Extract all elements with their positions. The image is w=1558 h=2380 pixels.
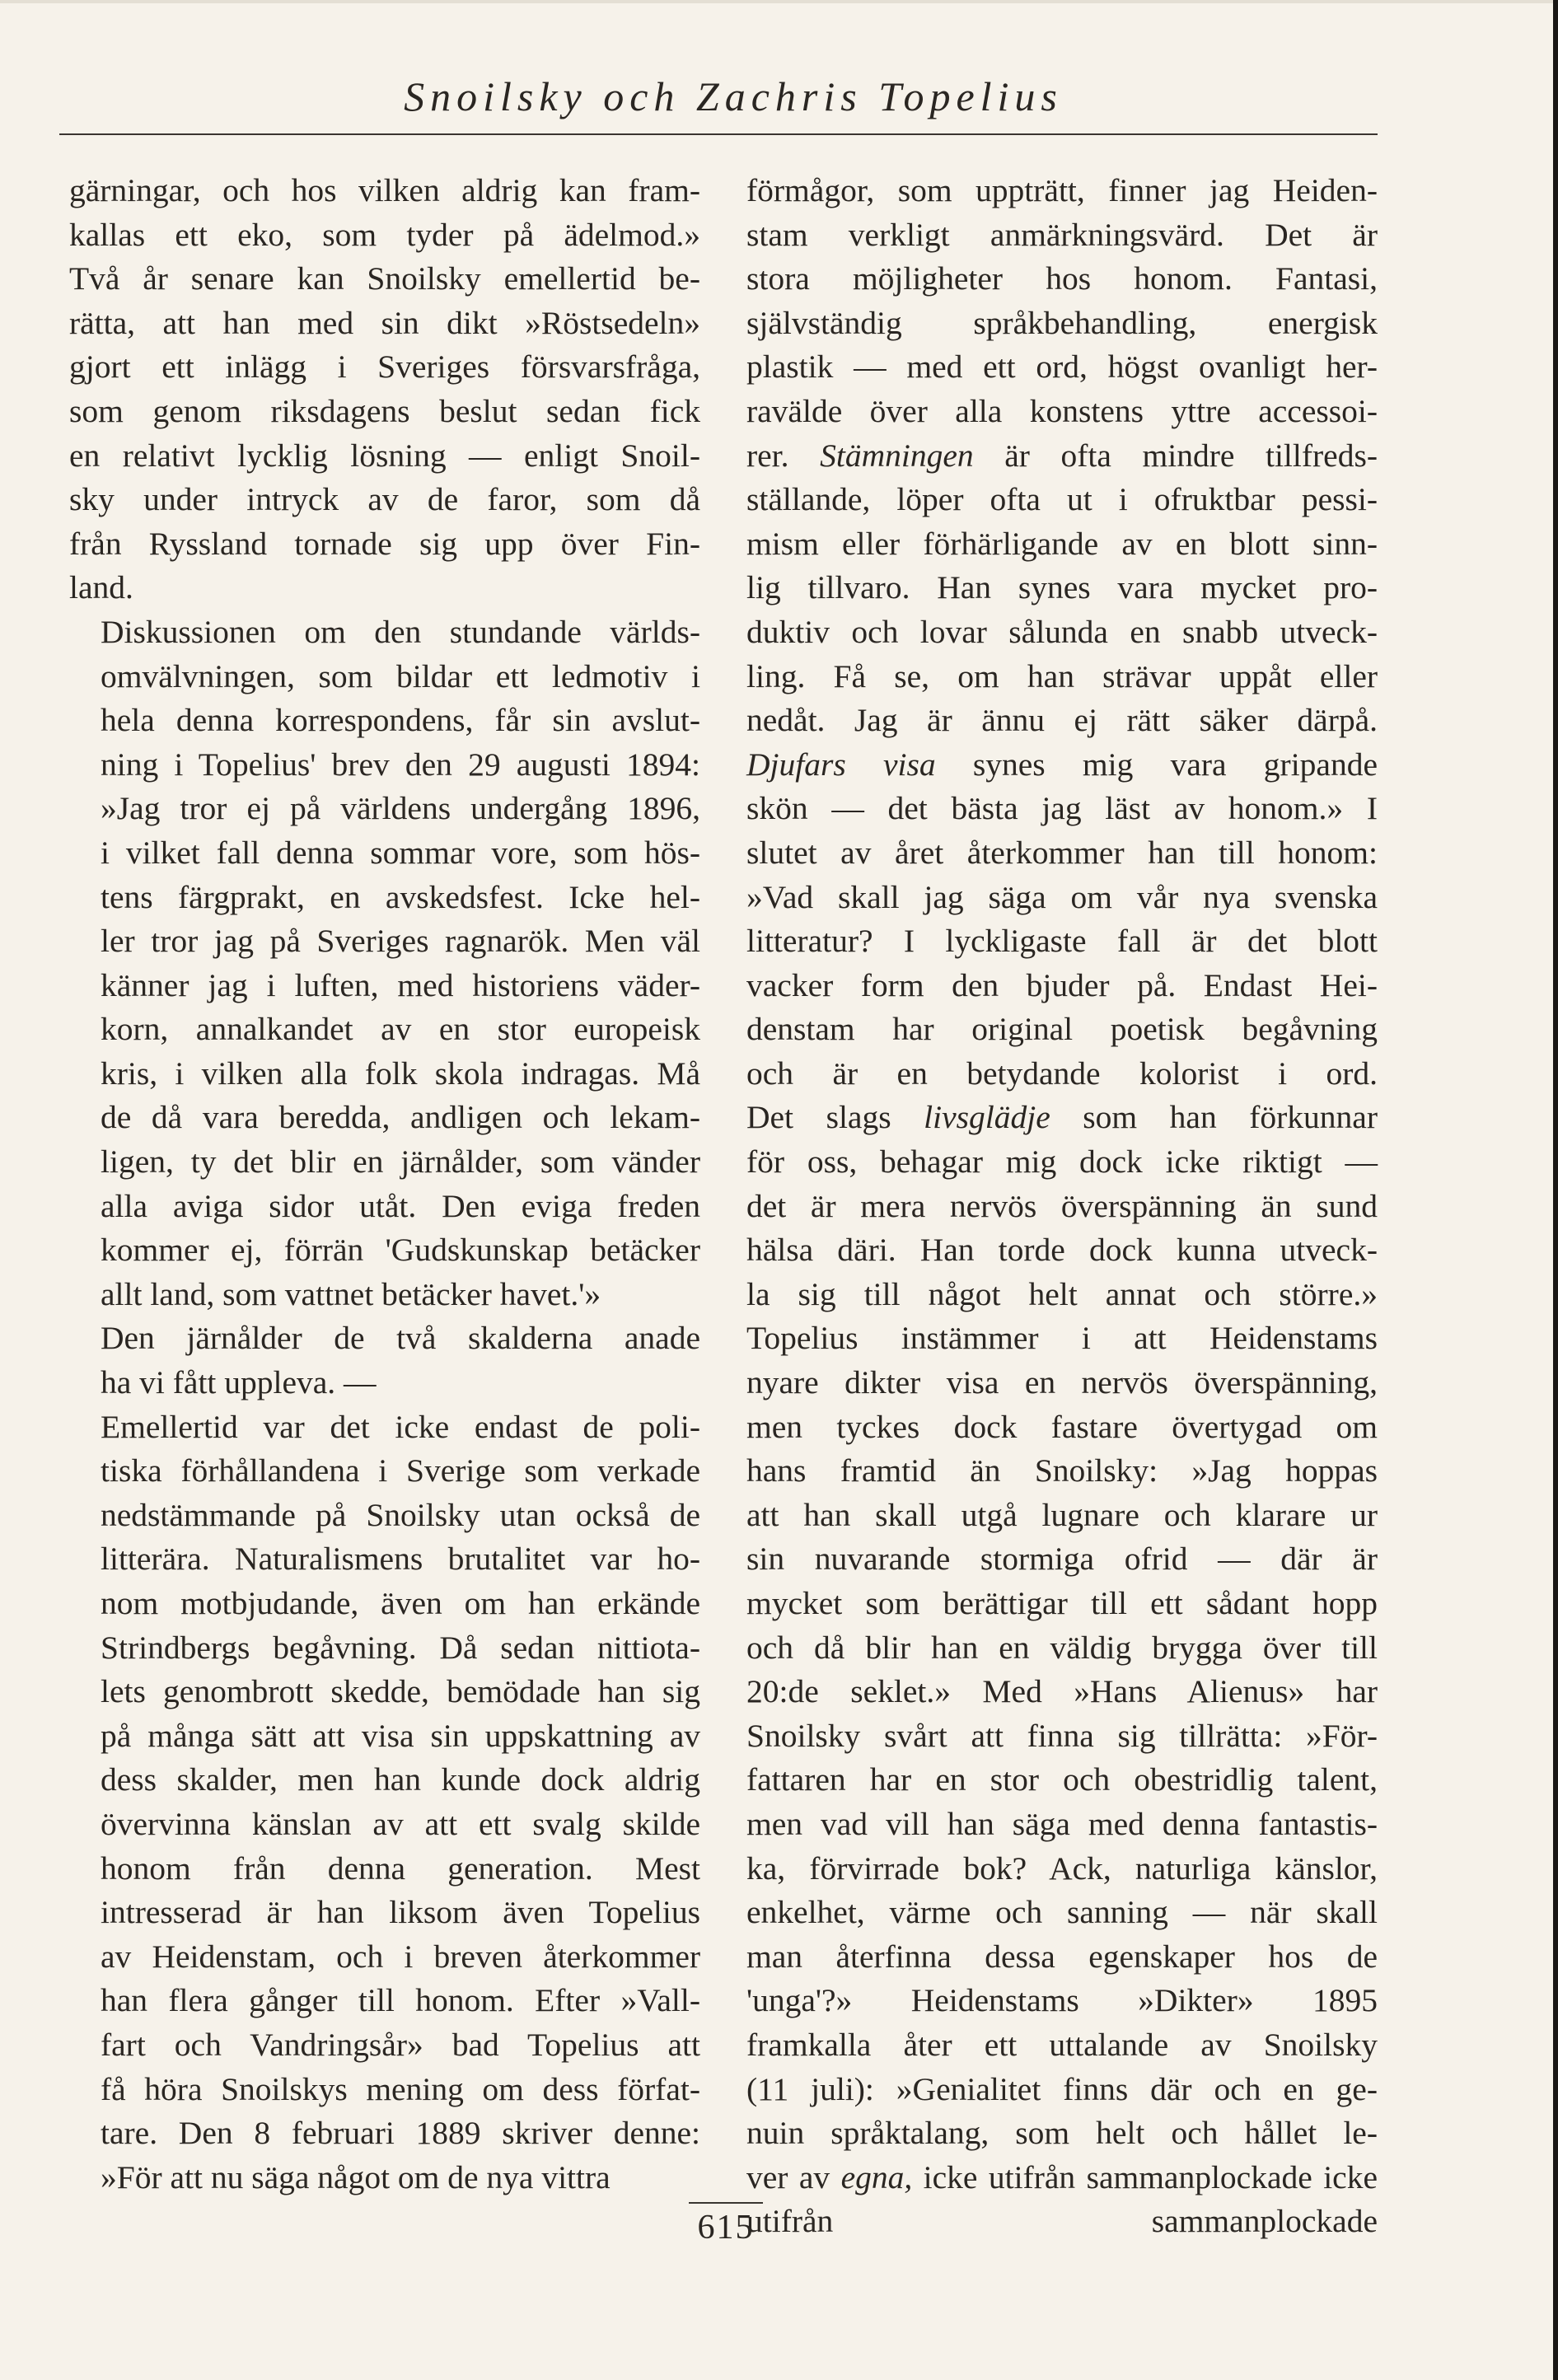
text-line: 20:de seklet.» Med »Hans Alienus» har [746,1673,1378,1710]
text-line: ling. Få se, om han strävar uppåt eller [746,657,1378,694]
text-line: 'unga'?» Heidenstams »Dikter» 1895 [746,1982,1378,2019]
text-line: Snoilsky svårt att finna sig tillrätta: »För- [746,1717,1378,1754]
text-line: Topelius instämmer i att Heidenstams [746,1320,1378,1357]
text-line: kallas ett eko, som tyder på ädelmod.» [69,216,700,253]
text-line: skön — det bästa jag läst av honom.» I [746,790,1378,827]
text-line: hälsa däri. Han torde dock kunna utveck- [746,1232,1378,1269]
paragraph [69,1316,700,1405]
text-line: rätta, att han med sin dikt »Röstsedeln» [69,304,700,341]
paragraph [69,1405,700,2200]
text-line: tens färgprakt, en avskedsfest. Icke hel- [101,878,700,915]
text-line: man återfinna dessa egenskaper hos de [746,1938,1378,1975]
text-line: dess skalder, men han kunde dock aldrig [101,1761,700,1798]
text-fragment: icke utifrån sammanplockade [746,2158,1378,2240]
text-fragment: rer. [746,437,821,474]
italic-title: Djufars visa [746,746,936,783]
text-line: Emellertid var det icke endast de poli- [101,1408,700,1445]
text-fragment: som han förkunnar [1050,1099,1378,1136]
text-line: Två år senare kan Snoilsky emellertid be- [69,260,700,297]
text-line: och är en betydande kolorist i ord. [746,1054,1378,1092]
page-right-edge [1553,0,1558,2380]
text-line: enkelhet, värme och sanning — när skall [746,1894,1378,1931]
text-line [746,1096,1378,1140]
text-line: hans framtid än Snoilsky: »Jag hoppas [746,1452,1378,1489]
text-line: land. [69,569,133,606]
page-number: 615 [697,2209,755,2247]
text-line: fattaren har en stor och obestridlig talent, [746,1761,1378,1798]
text-line: som genom riksdagens beslut sedan fick [69,392,700,429]
text-line: ha vi fått uppleva. — [101,1364,377,1401]
folio-rule [689,2202,763,2204]
italic-title: Stämningen [820,437,974,474]
text-line: att han skall utgå lugnare och klarare ur [746,1496,1378,1533]
text-line: en relativt lycklig lösning — enligt Snoil- [69,437,700,474]
text-line: plastik — med ett ord, högst ovanligt her- [746,348,1378,386]
text-line: tiska förhållandena i Sverige som verkade [101,1452,700,1489]
text-line: alla aviga sidor utåt. Den eviga freden [101,1187,700,1224]
text-line: litterära. Naturalismens brutalitet var ho- [101,1541,700,1578]
text-line: och då blir han en väldig brygga över till [746,1629,1378,1666]
text-line: sin nuvarande stormiga ofrid — där är [746,1541,1378,1578]
text-line: la sig till något helt annat och större.» [746,1275,1378,1312]
text-line: mism eller förhärligande av en blott sinn- [746,525,1378,562]
text-line: gärningar, och hos vilken aldrig kan fram- [69,172,700,208]
text-fragment: synes mig vara gripande [935,746,1378,783]
text-line: duktiv och lovar sålunda en snabb utveck- [746,613,1378,650]
text-line: ravälde över alla konstens yttre accessoi- [746,392,1378,429]
paragraph [69,169,700,610]
text-line: tare. Den 8 februari 1889 skriver denne: [101,2115,700,2152]
text-line: förmågor, som uppträtt, finner jag Heiden- [746,172,1378,208]
text-line: korn, annalkandet av en stor europeisk [101,1011,700,1048]
text-line: av Heidenstam, och i breven återkommer [101,1938,700,1975]
text-line: stam verkligt anmärkningsvärd. Det är [746,216,1378,253]
page-top-edge [0,0,1558,3]
italic-title: egna, [840,2158,913,2195]
text-line: kommer ej, förrän 'Gudskunskap betäcker [101,1232,700,1269]
text-line [746,434,1378,479]
text-line: självständig språkbehandling, energisk [746,304,1378,341]
text-line: nedstämmande på Snoilsky utan också de [101,1496,700,1533]
text-line: han flera gånger till honom. Efter »Vall- [101,1982,700,2019]
text-line: nyare dikter visa en nervös överspänning, [746,1364,1378,1401]
text-line: hela denna korrespondens, får sin avslut- [101,702,700,739]
text-line: ställande, löper ofta ut i ofruktbar pessi- [746,481,1378,518]
text-line: lig tillvaro. Han synes vara mycket pro- [746,569,1378,606]
text-line: Den järnålder de två skalderna anade [101,1320,700,1357]
text-fragment: ver av [746,2158,841,2195]
text-line: fart och Vandringsår» bad Topelius att [101,2026,700,2063]
text-line: stora möjligheter hos honom. Fantasi, [746,260,1378,297]
text-line: Diskussionen om den stundande världs- [101,613,700,650]
right-column [746,169,1378,2244]
text-line: i vilket fall denna sommar vore, som hös- [101,834,700,871]
text-line [746,743,1378,788]
text-line: gjort ett inlägg i Sveriges försvarsfråga, [69,348,700,386]
left-column [69,169,700,2200]
running-head: Snoilsky och Zachris Topelius [404,73,1063,119]
text-line: mycket som berättigar till ett sådant hopp [746,1585,1378,1621]
text-line: allt land, som vattnet betäcker havet.'» [101,1275,601,1312]
text-line: honom från denna generation. Mest [101,1849,700,1887]
text-line: »För att nu säga något om de nya vittra [101,2158,611,2195]
text-line: kris, i vilken alla folk skola indragas. Må [101,1054,700,1092]
paragraph [746,169,1378,2244]
italic-title: livsglädje [924,1099,1050,1136]
text-line: få höra Snoilskys mening om dess förfat- [101,2070,700,2107]
text-line: nuin språktalang, som helt och hållet le- [746,2115,1378,2152]
text-line: men vad vill han säga med denna fantastis- [746,1805,1378,1842]
text-line: från Ryssland tornade sig upp över Fin- [69,525,700,562]
text-line: omvälvningen, som bildar ett ledmotiv i [101,657,700,694]
text-line: på många sätt att visa sin uppskattning av [101,1717,700,1754]
header-rule [59,133,1378,135]
text-line: »Jag tror ej på världens undergång 1896, [101,790,700,827]
text-line: sky under intryck av de faror, som då [69,481,700,518]
text-line: nom motbjudande, även om han erkände [101,1585,700,1621]
text-line: ler tror jag på Sveriges ragnarök. Men väl [101,923,700,960]
text-line: det är mera nervös överspänning än sund [746,1187,1378,1224]
text-line: men tyckes dock fastare övertygad om [746,1408,1378,1445]
text-line: övervinna känslan av att ett svalg skilde [101,1805,700,1842]
text-line: Strindbergs begåvning. Då sedan nittiota- [101,1629,700,1666]
paragraph [69,610,700,1317]
text-line: lets genombrott skedde, bemödade han sig [101,1673,700,1710]
text-line: ligen, ty det blir en järnålder, som vänder [101,1143,700,1181]
text-line: (11 juli): »Genialitet finns där och en ge- [746,2070,1378,2107]
text-fragment: Det slags [746,1099,924,1136]
text-line: denstam har original poetisk begåvning [746,1011,1378,1048]
text-line: vacker form den bjuder på. Endast Hei- [746,966,1378,1003]
text-line: ka, förvirrade bok? Ack, naturliga känslor, [746,1849,1378,1887]
text-line: för oss, behagar mig dock icke riktigt — [746,1143,1378,1181]
text-line: ver av egna, icke utifrån sammanplockade icke utifrån sammanplockade [746,2158,1378,2240]
text-line: litteratur? I lyckligaste fall är det blott [746,923,1378,960]
text-line: »Vad skall jag säga om vår nya svenska [746,878,1378,915]
text-line: slutet av året återkommer han till honom: [746,834,1378,871]
text-line: de då vara beredda, andligen och lekam- [101,1099,700,1136]
text-fragment: är ofta mindre tillfreds- [973,437,1378,474]
text-line: framkalla åter ett uttalande av Snoilsky [746,2026,1378,2063]
text-line: intresserad är han liksom även Topelius [101,1894,700,1931]
text-line: ning i Topelius' brev den 29 augusti 1894: [101,746,700,783]
text-line: nedåt. Jag är ännu ej rätt säker därpå. [746,702,1378,739]
text-line: känner jag i luften, med historiens väder- [101,966,700,1003]
